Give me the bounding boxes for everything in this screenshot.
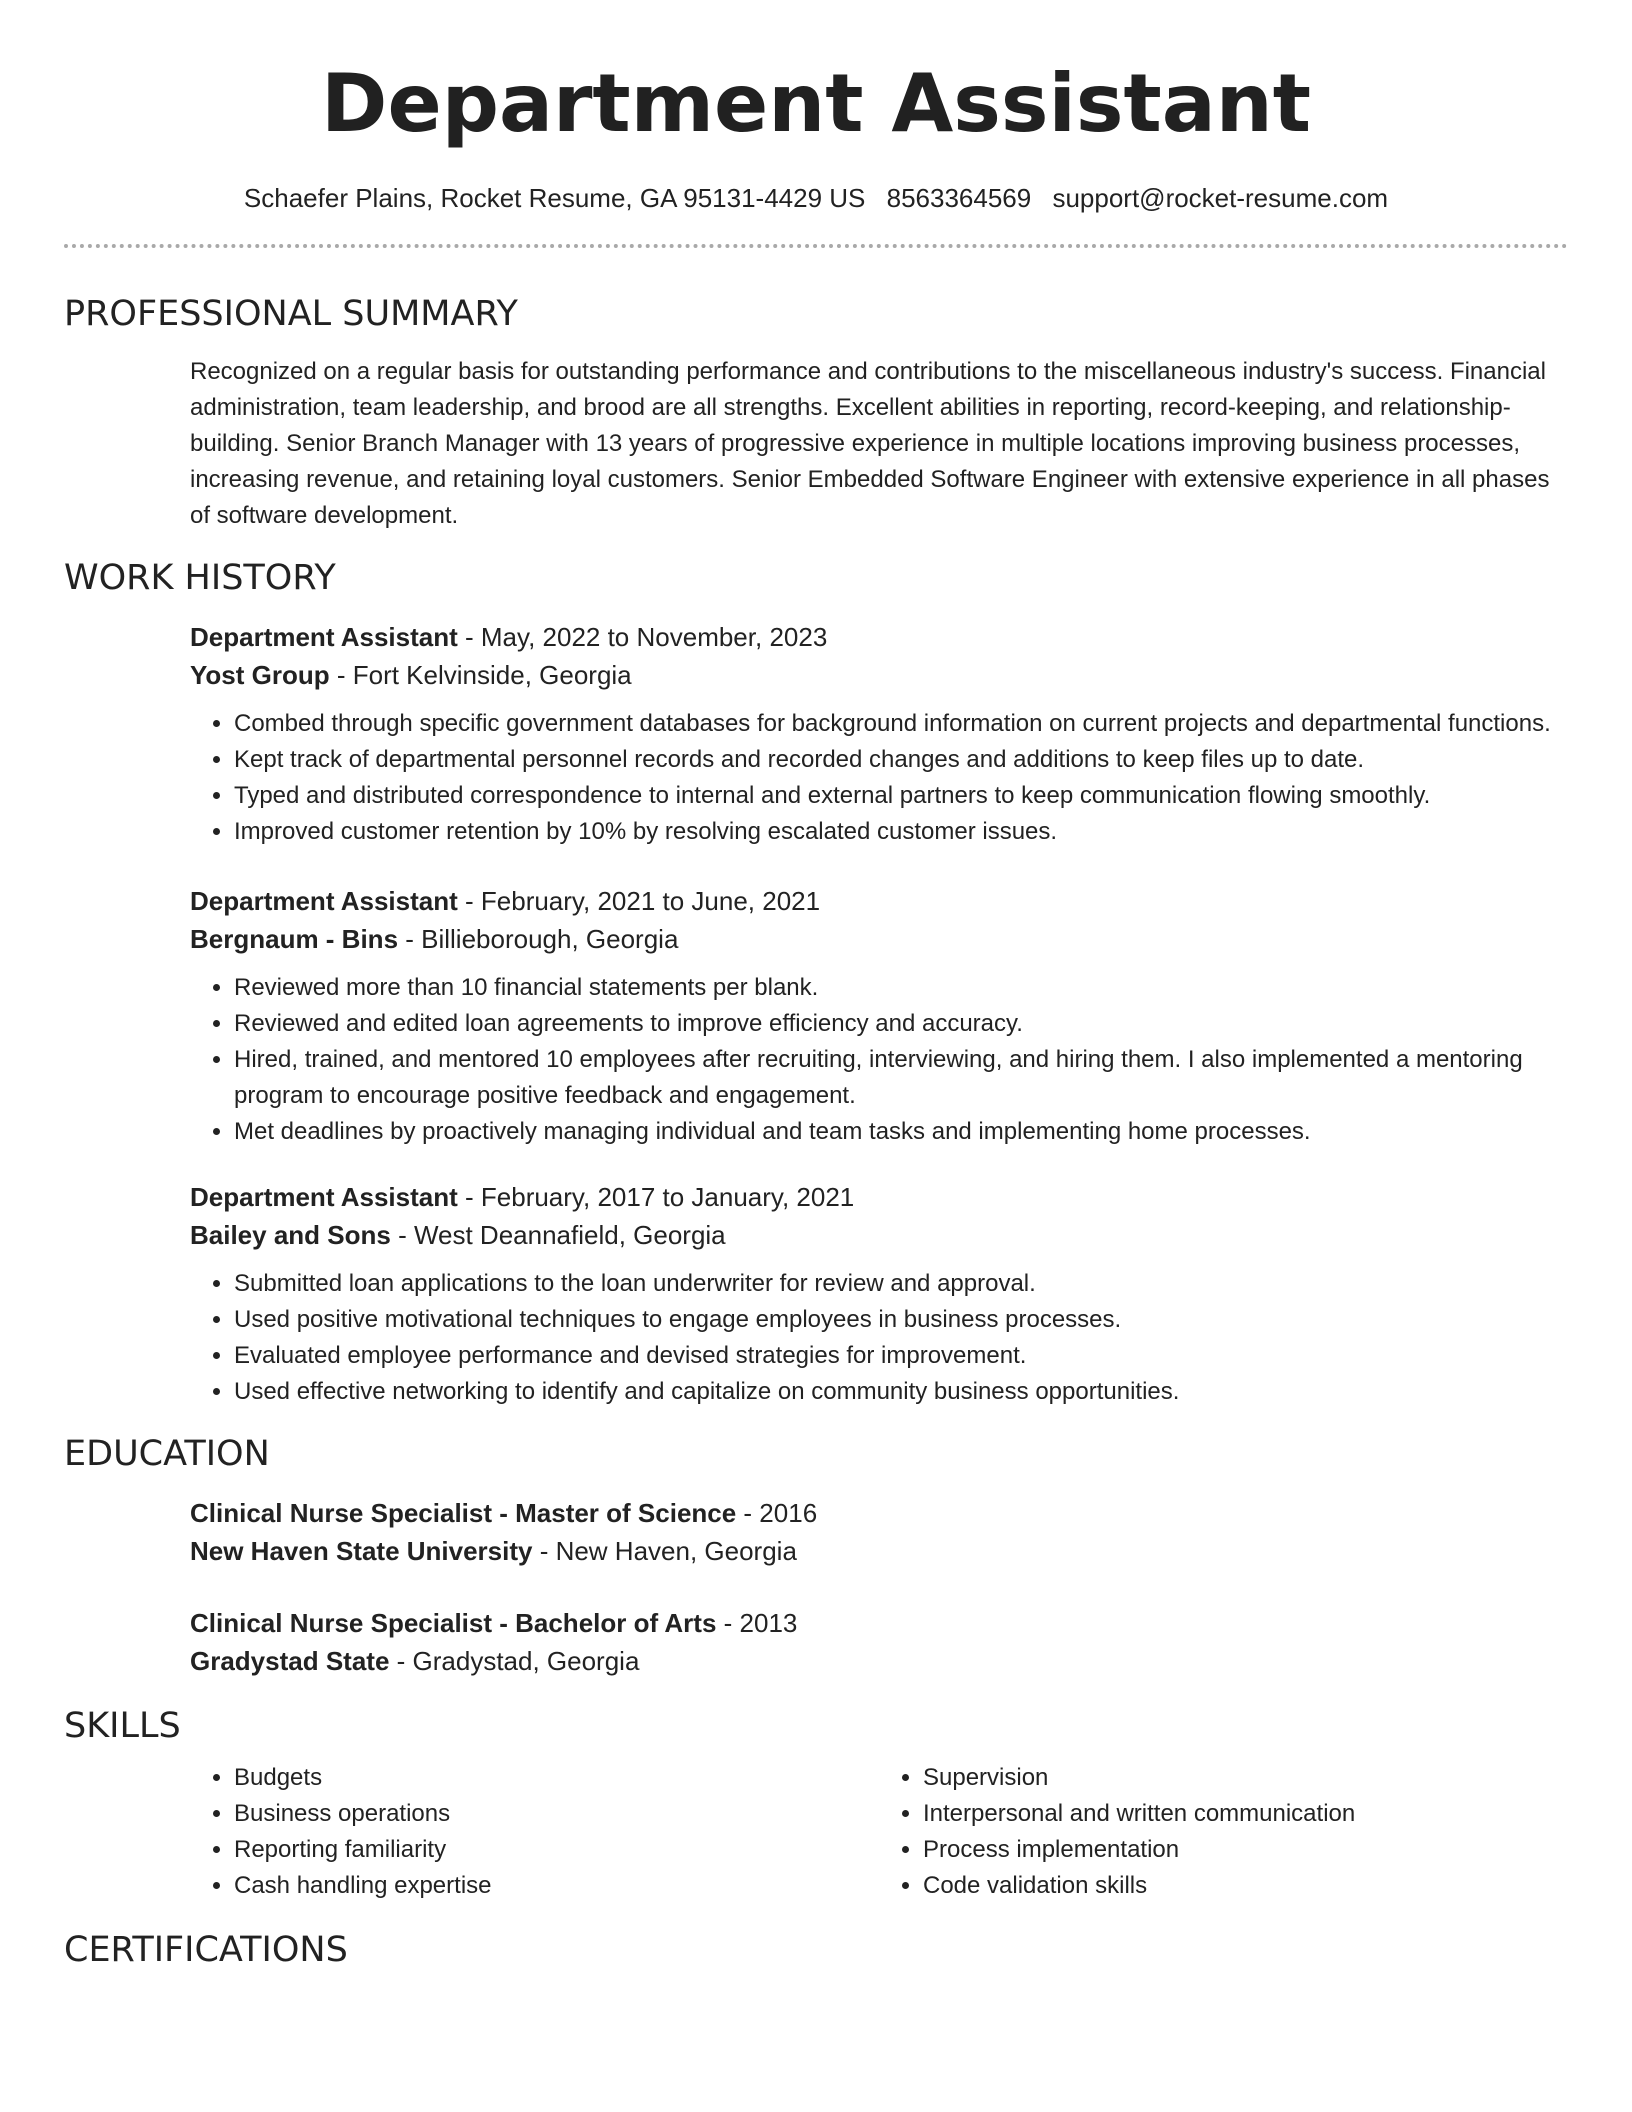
job-entry [190,882,1568,1150]
skill-item: • Budgets [234,1760,879,1796]
job-dates: - February, 2017 to January, 2021 [457,1182,855,1212]
job-bullet: • Improved customer retention by 10% by resolving escalated customer issues. [234,814,1568,850]
skills-column-left [190,1760,879,1904]
job-location: - West Deannafield, Georgia [390,1220,726,1250]
education-school: Gradystad State [190,1646,390,1676]
education-school: New Haven State University [190,1536,533,1566]
job-company: Bailey and Sons [190,1220,391,1250]
section-title-education: EDUCATION [64,1434,270,1474]
skill-item: • Code validation skills [923,1868,1568,1904]
education-school-line [190,1642,1568,1680]
job-bullet: • Evaluated employee performance and devised strategies for improvement. [234,1338,1568,1374]
job-company: Yost Group [190,660,330,690]
job-bullets [190,706,1568,850]
section-title-summary: PROFESSIONAL SUMMARY [64,294,518,334]
skill-item: • Reporting familiarity [234,1832,879,1868]
education-year: - 2016 [736,1498,818,1528]
contact-address: Schaefer Plains, Rocket Resume, GA 95131-4429 US [243,183,866,213]
job-role: Department Assistant [190,622,458,652]
education-degree: Clinical Nurse Specialist - Master of Science [190,1498,737,1528]
education-location: - New Haven, Georgia [532,1536,797,1566]
education-entry [190,1604,1568,1680]
job-bullet: • Typed and distributed correspondence to internal and external partners to keep communication flowing smoothly. [234,778,1568,814]
job-company-line [190,920,1568,958]
skill-item: • Interpersonal and written communication [923,1796,1568,1832]
job-company: Bergnaum - Bins [190,924,399,954]
job-bullet: • Reviewed more than 10 financial statements per blank. [234,970,1568,1006]
skill-item: • Process implementation [923,1832,1568,1868]
job-bullet: • Kept track of departmental personnel records and recorded changes and additions to keep files up to date. [234,742,1568,778]
section-title-skills: SKILLS [64,1706,181,1746]
job-bullet: • Reviewed and edited loan agreements to improve efficiency and accuracy. [234,1006,1568,1042]
education-degree-line [190,1494,1568,1532]
candidate-name: Department Assistant [321,57,1311,150]
education-year: - 2013 [716,1608,798,1638]
skill-item: • Supervision [923,1760,1568,1796]
job-bullets [190,970,1568,1150]
job-bullet: • Combed through specific government databases for background information on current projects and departmental functions. [234,706,1568,742]
job-entry [190,1178,1568,1410]
contact-email: support@rocket-resume.com [1052,183,1389,213]
job-company-line [190,656,1568,694]
skill-item: • Business operations [234,1796,879,1832]
job-bullets [190,1266,1568,1410]
job-entry [190,618,1568,850]
education-location: - Gradystad, Georgia [389,1646,640,1676]
section-title-work: WORK HISTORY [64,558,336,598]
skills-column-right [879,1760,1568,1904]
education-degree-line [190,1604,1568,1642]
job-title-line [190,1178,1568,1216]
job-location: - Fort Kelvinside, Georgia [329,660,632,690]
section-title-certifications: CERTIFICATIONS [64,1930,348,1970]
education-entry [190,1494,1568,1570]
contact-phone: 8563364569 [886,183,1032,213]
skills-list [190,1760,1568,1904]
job-title-line [190,618,1568,656]
job-dates: - February, 2021 to June, 2021 [457,886,821,916]
education-degree: Clinical Nurse Specialist - Bachelor of Arts [190,1608,717,1638]
job-bullet: • Hired, trained, and mentored 10 employees after recruiting, interviewing, and hiring them. I also implemented a mentoring program to encourage positive feedback and engagement. [234,1042,1568,1114]
contact-line [64,180,1568,216]
education-school-line [190,1532,1568,1570]
job-bullet: • Used positive motivational techniques to engage employees in business processes. [234,1302,1568,1338]
job-role: Department Assistant [190,1182,458,1212]
job-role: Department Assistant [190,886,458,916]
job-bullet: • Met deadlines by proactively managing individual and team tasks and implementing home processes. [234,1114,1568,1150]
job-company-line [190,1216,1568,1254]
summary-text: Recognized on a regular basis for outstanding performance and contributions to the miscellaneous industry's success. Financial administration, team leadership, and brood are all strengths. Excellent abilities in reporting, record-keeping, and relationship-building. Senior Branch Manager with 13 years of progressive experience in multiple locations improving business processes, increasing revenue, and retaining loyal customers. Senior Embedded Software Engineer with extensive experience in all phases of software development. [190,358,1550,529]
skill-item: • Cash handling expertise [234,1868,879,1904]
job-bullet: • Used effective networking to identify and capitalize on community business opportunities. [234,1374,1568,1410]
job-bullet: • Submitted loan applications to the loan underwriter for review and approval. [234,1266,1568,1302]
job-location: - Billieborough, Georgia [398,924,679,954]
header-divider [64,244,1568,248]
job-title-line [190,882,1568,920]
job-dates: - May, 2022 to November, 2023 [457,622,828,652]
